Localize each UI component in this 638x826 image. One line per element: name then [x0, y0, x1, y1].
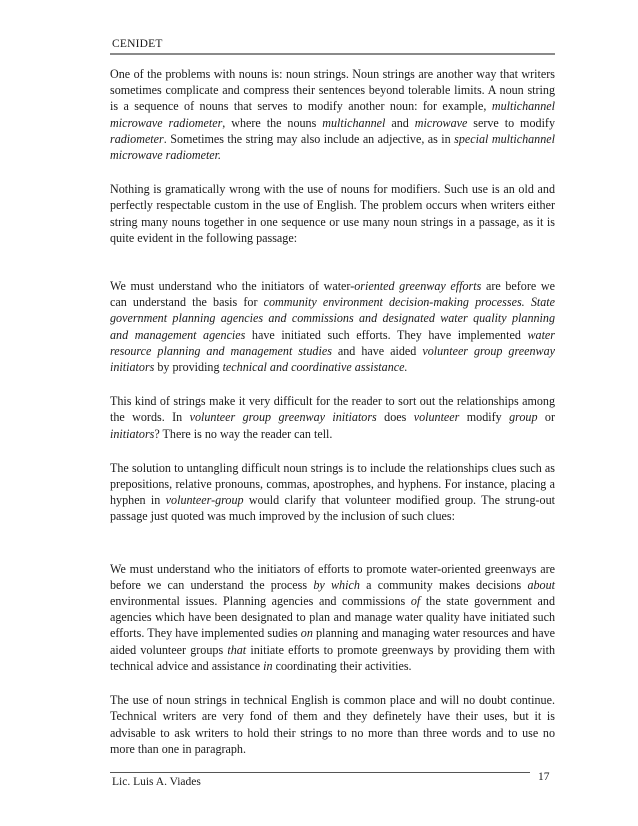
emphasis: volunteer-group	[165, 493, 244, 508]
text-run: This kind of strings make it very difficult for the reader to sort out the relationships among the words. In	[110, 394, 555, 425]
text-run: One of the problems with nouns is: noun strings. Noun strings are another way that writers sometimes complicate and compress their sentences beyond tolerable limits. A noun string is a sequence of nouns that serves to modify another noun: for example,	[110, 67, 555, 114]
footer-author: Lic. Luis A. Viades	[112, 776, 201, 788]
paragraph-conclusion: The use of noun strings in technical English is common place and will no doubt continue. Technical writers are very fond of them and they definetely have their uses, but it is advisable to ask writers to hold their strings to no more than three words and to use no more than one in paragraph.	[110, 693, 555, 756]
emphasis: on	[300, 626, 313, 641]
text-run: . Sometimes the string may also include an adjective, as in	[163, 131, 455, 146]
emphasis: initiators	[110, 426, 155, 441]
paragraph-modifiers: Nothing is gramatically wrong with the use of nouns for modifiers. Such use is an old and perfectly respectable custom in the use of English. The problem occurs when writers either string many nouns together in one sequence or use many noun strings in a passage, as it is quite evident in the following passage:	[110, 182, 555, 245]
text-run: environmental issues. Planning agencies and commissions	[110, 594, 411, 609]
page-number: 17	[538, 771, 550, 783]
text-run: modify	[459, 410, 510, 425]
text-run: and	[385, 115, 415, 130]
emphasis: volunteer group greenway initiators	[189, 410, 377, 425]
document-body	[110, 66, 555, 775]
text-run: have initiated such efforts. They have implemented	[245, 327, 528, 342]
footer-divider	[110, 772, 530, 773]
emphasis: volunteer group greenway initiators	[110, 343, 556, 375]
emphasis: multichannel	[322, 115, 386, 130]
text-run: planning and managing water resources and have aided volunteer groups	[110, 626, 555, 657]
emphasis: community environment decision-making processes. State government planning agencies and commissions and designated water quality planning and management agencies	[110, 295, 555, 342]
emphasis: volunteer	[413, 410, 460, 425]
text-run: or	[537, 410, 555, 425]
text-run: are before we can understand the basis for	[110, 279, 555, 310]
page-header-title: CENIDET	[112, 38, 163, 50]
text-run: We must understand who the initiators of efforts to promote water-oriented greenways are before we can understand the process	[110, 561, 555, 592]
text-run: serve to modify	[467, 115, 555, 130]
text-run: does	[376, 410, 414, 425]
text-run: would clarify that volunteer modified group. The strung-out passage just quoted was much improved by the inclusion of such clues:	[110, 493, 555, 524]
text-run: The solution to untangling difficult noun strings is to include the relationships clues such as prepositions, relative pronouns, commas, apostrophes, and hyphens. For instance, placing a hyphen in	[110, 460, 555, 508]
emphasis: special multichannel microwave radiometer.	[110, 131, 555, 163]
emphasis: in	[263, 658, 273, 673]
paragraph-noun-strings-intro	[110, 66, 555, 163]
paragraph-solution	[110, 460, 555, 525]
text-run: We must understand who the initiators of water-	[110, 279, 355, 294]
emphasis: technical and coordinative assistance.	[222, 360, 408, 375]
text-run: ? There is no way the reader can tell.	[154, 426, 333, 441]
paragraph-improved-passage	[110, 561, 555, 674]
text-run: by providing	[154, 360, 223, 375]
emphasis: group	[509, 410, 538, 425]
paragraph-difficulty	[110, 393, 555, 442]
emphasis: that	[227, 642, 247, 657]
paragraph-example-passage	[110, 278, 555, 375]
text-run: , where the nouns	[222, 115, 323, 130]
emphasis: multichannel microwave radiometer	[110, 99, 555, 130]
text-run: coordinating their activities.	[272, 658, 412, 673]
text-run: a community makes decisions	[359, 577, 528, 592]
text-run: the state government and agencies which have been designated to plan and manage water quality have initiated such efforts. They have implemented sudies	[110, 594, 555, 641]
text-run: and have aided	[331, 343, 423, 358]
emphasis: by which	[313, 577, 360, 592]
header-divider	[110, 53, 555, 55]
emphasis: oriented greenway efforts	[354, 279, 482, 294]
text-run: initiate efforts to promote greenways by providing them with technical advice and assistance	[110, 642, 555, 673]
emphasis: water resource planning and management studies	[110, 327, 556, 358]
emphasis: radiometer	[110, 131, 164, 146]
emphasis: microwave	[414, 115, 468, 130]
emphasis: about	[527, 577, 555, 592]
emphasis: of	[410, 594, 421, 609]
